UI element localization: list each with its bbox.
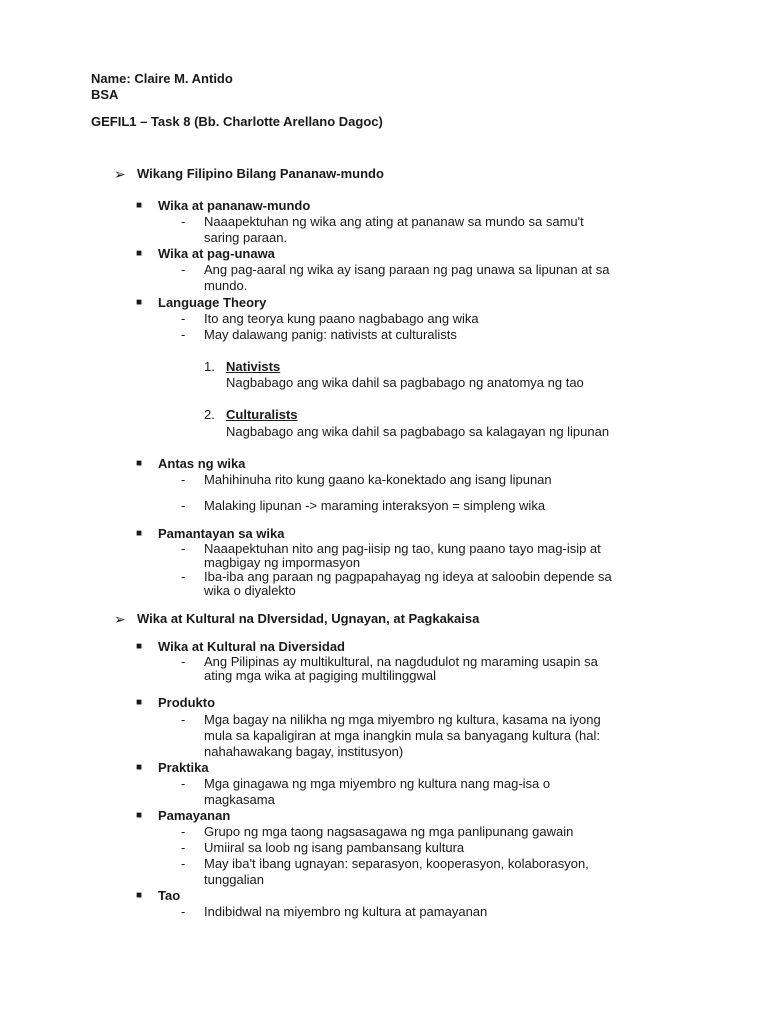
dash-bullet-icon: - [181,776,186,791]
dash-bullet-icon: - [181,311,186,326]
detail-text: Malaking lipunan -> maraming interaksyon = simpleng wika [204,498,546,513]
detail-text: Mga bagay na nilikha ng mga miyembro ng kultura, kasama na iyong [204,712,601,727]
numbered-item-desc: Nagbabago ang wika dahil sa pagbabago sa kalagayan ng lipunan [226,424,610,439]
topic-label: Praktika [158,760,209,775]
dash-bullet-icon: - [181,569,186,584]
detail-text: nahahawakang bagay, institusyon) [204,744,404,759]
detail-text: Grupo ng mga taong nagsasagawa ng mga panlipunang gawain [204,824,574,839]
detail-text: Ang pag-aaral ng wika ay isang paraan ng pag unawa sa lipunan at sa [204,262,610,277]
detail-text: magkasama [204,792,275,807]
dash-bullet-icon: - [181,654,186,669]
topic-label: Antas ng wika [158,456,246,471]
dash-bullet-icon: - [181,712,186,727]
detail-text: May iba't ibang ugnayan: separasyon, kooperasyon, kolaborasyon, [204,856,589,871]
detail-text: Naaapektuhan ng wika ang ating at pananaw sa mundo sa samu't [204,214,584,229]
list-number: 1. [204,359,215,374]
topic-label: Produkto [158,695,216,710]
section-heading: Wika at Kultural na DIversidad, Ugnayan, at Pagkakaisa [137,611,480,626]
student-course: BSA [91,87,119,102]
square-bullet-icon: ■ [136,200,143,211]
dash-bullet-icon: - [181,498,186,513]
square-bullet-icon: ■ [136,762,143,773]
numbered-item-title: Nativists [226,359,281,374]
dash-bullet-icon: - [181,214,186,229]
topic-label: Wika at pag-unawa [158,246,275,261]
detail-text: Mahihinuha rito kung gaano ka-konektado ang isang lipunan [204,472,552,487]
arrow-bullet-icon: ➢ [114,166,126,182]
topic-label: Wika at Kultural na Diversidad [158,639,345,654]
square-bullet-icon: ■ [136,697,143,708]
topic-label: Pamayanan [158,808,231,823]
dash-bullet-icon: - [181,541,186,556]
list-number: 2. [204,407,215,422]
detail-text: Naaapektuhan nito ang pag-iisip ng tao, kung paano tayo mag-isip at [204,541,601,556]
detail-text: Mga ginagawa ng mga miyembro ng kultura nang mag-isa o [204,776,551,791]
arrow-bullet-icon: ➢ [114,611,126,627]
dash-bullet-icon: - [181,840,186,855]
detail-text: Ito ang teorya kung paano nagbabago ang wika [204,311,479,326]
detail-text: Umiiral sa loob ng isang pambansang kultura [204,840,465,855]
dash-bullet-icon: - [181,262,186,277]
detail-text: Ang Pilipinas ay multikultural, na nagdudulot ng maraming usapin sa [204,654,598,669]
dash-bullet-icon: - [181,824,186,839]
student-name: Name: Claire M. Antido [91,71,233,86]
dash-bullet-icon: - [181,856,186,871]
square-bullet-icon: ■ [136,641,143,652]
dash-bullet-icon: - [181,327,186,342]
square-bullet-icon: ■ [136,248,143,259]
section-heading: Wikang Filipino Bilang Pananaw-mundo [137,166,384,181]
square-bullet-icon: ■ [136,528,143,539]
detail-text: mundo. [204,278,248,293]
detail-text: Indibidwal na miyembro ng kultura at pamayanan [204,904,488,919]
topic-label: Wika at pananaw-mundo [158,198,311,213]
dash-bullet-icon: - [181,904,186,919]
detail-text: ating mga wika at pagiging multilinggwal [204,668,436,683]
numbered-item-desc: Nagbabago ang wika dahil sa pagbabago ng anatomya ng tao [226,375,584,390]
task-title: GEFIL1 – Task 8 (Bb. Charlotte Arellano Dagoc) [91,114,383,129]
detail-text: Iba-iba ang paraan ng pagpapahayag ng ideya at saloobin depende sa [204,569,612,584]
detail-text: saring paraan. [204,230,288,245]
detail-text: mula sa kapaligiran at mga inangkin mula sa banyagang kultura (hal: [204,728,601,743]
square-bullet-icon: ■ [136,890,143,901]
detail-text: May dalawang panig: nativists at culturalists [204,327,457,342]
numbered-item-title: Culturalists [226,407,298,422]
detail-text: tunggalian [204,872,264,887]
detail-text: wika o diyalekto [204,583,296,598]
square-bullet-icon: ■ [136,297,143,308]
topic-label: Pamantayan sa wika [158,526,285,541]
square-bullet-icon: ■ [136,810,143,821]
square-bullet-icon: ■ [136,458,143,469]
topic-label: Language Theory [158,295,267,310]
detail-text: magbigay ng impormasyon [204,555,361,570]
dash-bullet-icon: - [181,472,186,487]
topic-label: Tao [158,888,181,903]
